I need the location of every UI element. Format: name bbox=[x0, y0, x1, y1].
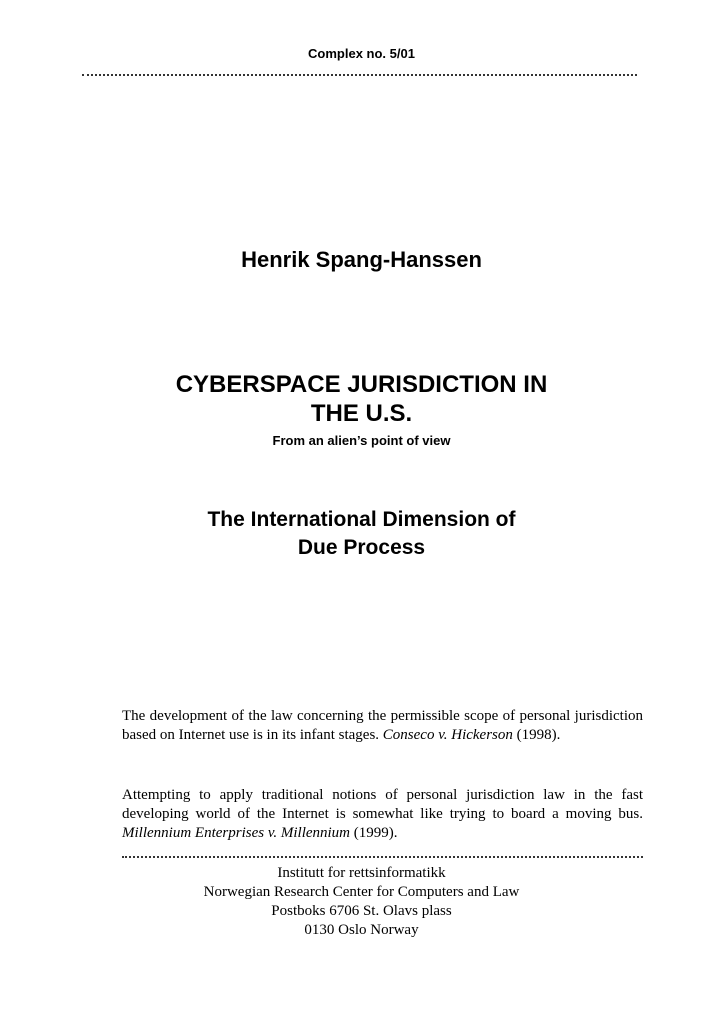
section-title-line-1: The International Dimension of bbox=[207, 508, 516, 531]
author-name: Henrik Spang-Hanssen bbox=[241, 247, 482, 272]
postal-city: 0130 Oslo Norway bbox=[304, 922, 419, 938]
section-title-line-2: Due Process bbox=[297, 536, 426, 559]
institute-english-name: Norwegian Research Center for Computers and Law bbox=[203, 884, 520, 900]
case-year: (1998). bbox=[512, 727, 561, 743]
case-citation: Millennium Enterprises v. Millennium bbox=[122, 825, 351, 841]
institute-address bbox=[0, 864, 723, 940]
quote-text: Attempting to apply traditional notions of personal jurisdiction law in the fast developing world of the Internet is somewhat like trying to board a moving bus. bbox=[122, 787, 643, 822]
case-year: (1999). bbox=[350, 825, 398, 841]
subtitle: From an alien’s point of view bbox=[272, 433, 451, 448]
section-title bbox=[0, 506, 723, 562]
quote-paragraph bbox=[122, 786, 643, 843]
main-title-line-1: CYBERSPACE JURISDICTION IN bbox=[175, 371, 548, 398]
institute-name: Institutt for rettsinformatikk bbox=[277, 865, 446, 881]
bottom-dotted-rule bbox=[122, 856, 643, 858]
main-title bbox=[0, 370, 723, 428]
complex-number: Complex no. 5/01 bbox=[308, 46, 415, 61]
quote-paragraph bbox=[122, 707, 643, 745]
case-citation: Conseco v. Hickerson bbox=[382, 727, 513, 743]
top-dotted-rule bbox=[82, 74, 637, 76]
main-title-line-2: THE U.S. bbox=[310, 400, 413, 427]
postal-box: Postboks 6706 St. Olavs plass bbox=[271, 903, 452, 919]
quote-text: The development of the law concerning the permissible scope of personal jurisdiction based on Internet use is in its infant stages. bbox=[122, 708, 643, 743]
